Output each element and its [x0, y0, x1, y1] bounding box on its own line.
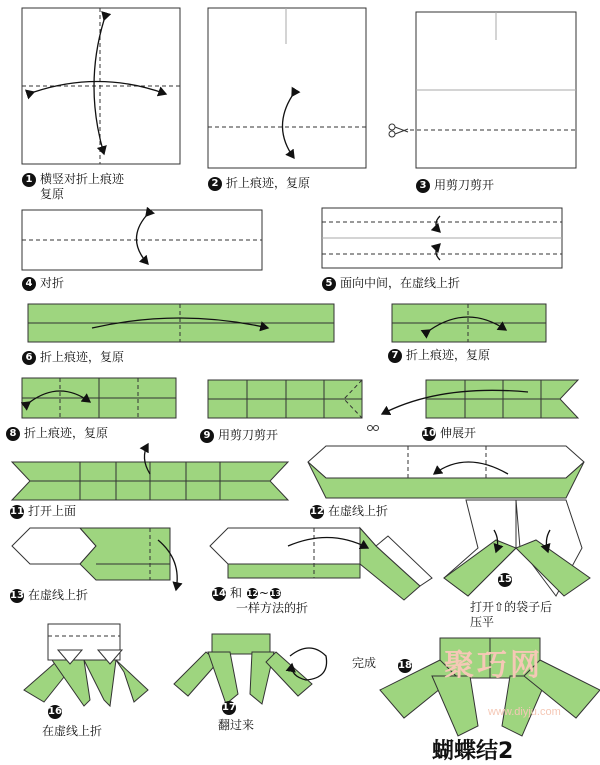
step-3-caption — [416, 178, 494, 193]
step-text: 对折 — [40, 276, 65, 290]
step-number: 8 — [6, 427, 20, 441]
step-6-caption — [22, 350, 124, 365]
step-17-caption — [218, 718, 254, 733]
step-17-figure — [174, 634, 327, 704]
step-18-number — [398, 658, 416, 673]
step-6-figure — [28, 304, 334, 342]
step-4-figure — [22, 210, 262, 270]
step-text: 折上痕迹，复原 — [40, 350, 125, 364]
step-text: 折上痕迹，复原 — [226, 176, 311, 190]
step-text: 横竖对折上痕迹 — [40, 172, 125, 186]
step-number: 15 — [498, 573, 512, 585]
step-11-caption — [10, 504, 76, 519]
tilde: ~ — [258, 586, 269, 600]
step-16-number — [48, 704, 66, 719]
step-1-figure — [22, 8, 180, 164]
step-text: 打开 — [470, 600, 495, 614]
step-9-caption — [200, 428, 278, 443]
step-number: 1 — [22, 173, 36, 187]
step-3-figure — [389, 12, 576, 168]
step-number: 5 — [322, 277, 336, 291]
step-5-caption — [322, 276, 460, 291]
step-number: 13 — [10, 589, 24, 601]
step-8-figure — [22, 378, 176, 418]
step-14-caption — [212, 586, 308, 616]
ref-step-number: 13 — [269, 589, 282, 598]
step-15-figure — [444, 500, 590, 596]
step-text: 在虚线上折 — [28, 588, 89, 602]
pocket-symbol: ⇧ — [494, 600, 505, 614]
step-number: 11 — [10, 505, 24, 517]
step-16-caption — [42, 724, 102, 739]
step-number: 10 — [422, 427, 436, 439]
step-2-caption — [208, 176, 310, 191]
step-4-caption — [22, 276, 64, 291]
step-number: 9 — [200, 429, 214, 443]
step-number: 12 — [310, 505, 324, 517]
step-text-line2: 复原 — [40, 187, 65, 201]
step-2-figure — [208, 8, 366, 168]
step-text: 打开上面 — [28, 504, 77, 518]
step-8-caption — [6, 426, 108, 441]
step-text: 翻过来 — [218, 718, 255, 732]
step-number: 14 — [212, 587, 226, 599]
step-12-figure — [308, 446, 584, 498]
ref-step-number: 12 — [246, 589, 258, 598]
step-text-line2: 一样方法的折 — [236, 601, 309, 615]
step-text: 折上痕迹，复原 — [24, 426, 109, 440]
step-1-caption — [22, 172, 124, 202]
step-10-caption — [422, 426, 476, 441]
diagram-title: 蝴蝶结2 — [432, 739, 514, 764]
step-text: 和 — [230, 586, 243, 600]
step-number: 6 — [22, 351, 36, 365]
step-17-number — [222, 700, 240, 715]
step-10-figure — [382, 380, 578, 418]
step-9-figure — [208, 380, 379, 431]
step-7-caption — [388, 348, 490, 363]
step-number: 7 — [388, 349, 402, 363]
step-16-figure — [24, 624, 148, 706]
step-text: 折上痕迹，复原 — [406, 348, 491, 362]
watermark-url: www.diyju.com — [488, 706, 561, 718]
step-text: 在虚线上折 — [42, 724, 103, 738]
step-text: 在虚线上折 — [328, 504, 389, 518]
step-13-caption — [10, 588, 88, 603]
step-5-figure — [322, 208, 562, 268]
step-11-figure — [12, 444, 288, 500]
step-number: 17 — [222, 701, 236, 713]
step-text: 用剪刀剪开 — [434, 178, 495, 192]
step-7-figure — [392, 304, 546, 342]
step-text-line2: 压平 — [470, 615, 495, 629]
step-text: 完成 — [352, 656, 377, 670]
step-text: 伸展开 — [440, 426, 477, 440]
step-text: 用剪刀剪开 — [218, 428, 279, 442]
step-12-caption — [310, 504, 388, 519]
step-number: 3 — [416, 179, 430, 193]
step-number: 16 — [48, 705, 62, 717]
watermark-logo: 聚巧网 — [444, 648, 543, 683]
step-15-number — [498, 572, 516, 587]
step-18-caption — [352, 656, 376, 671]
step-text-b: 的袋子后 — [504, 600, 553, 614]
step-number: 18 — [398, 659, 412, 671]
step-15-caption — [470, 600, 552, 630]
step-13-figure — [12, 528, 177, 590]
step-number: 4 — [22, 277, 36, 291]
step-number: 2 — [208, 177, 222, 191]
step-text: 面向中间，在虚线上折 — [340, 276, 461, 290]
